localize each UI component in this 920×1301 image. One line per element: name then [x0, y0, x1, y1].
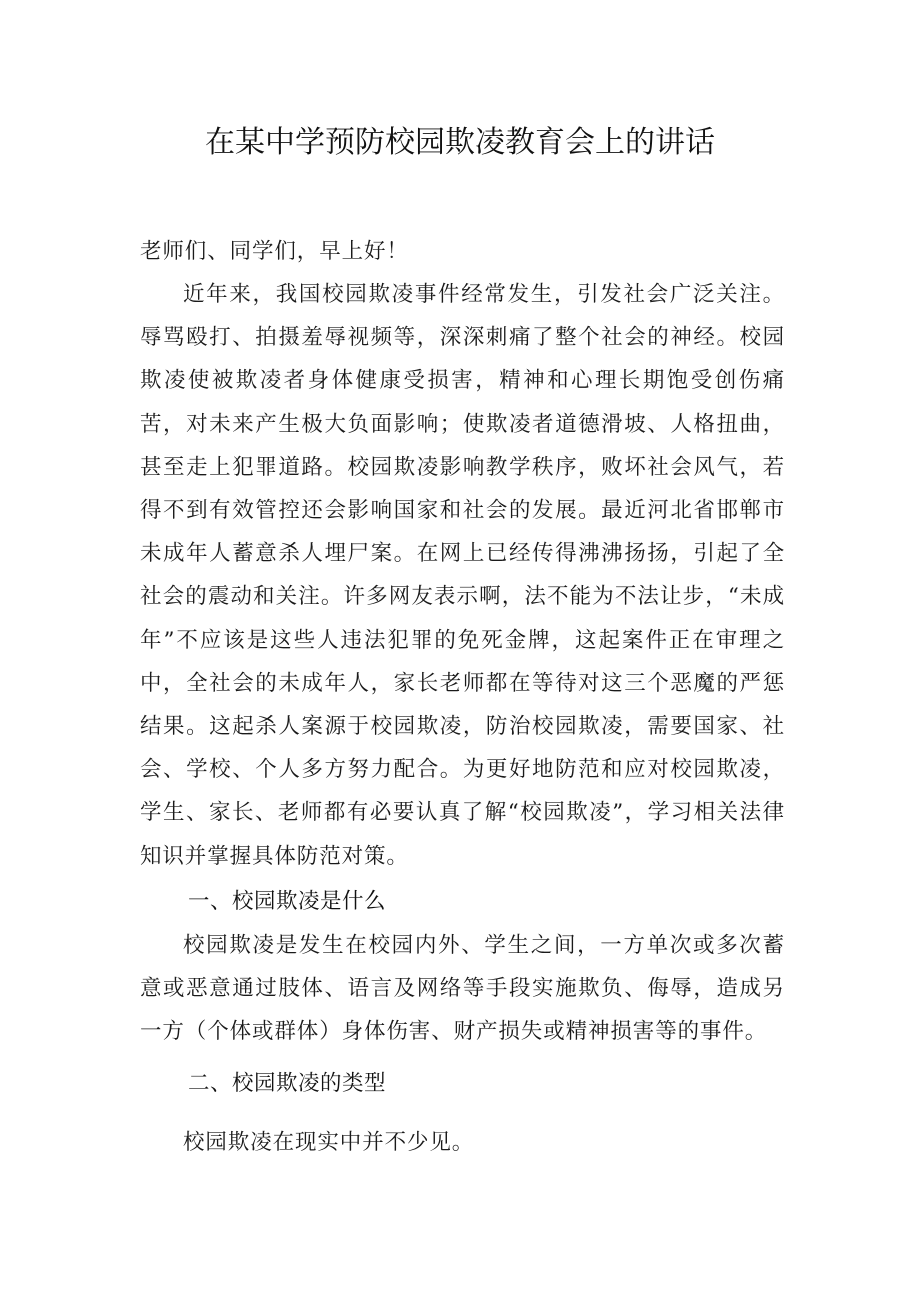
document-title: 在某中学预防校园欺凌教育会上的讲话 [205, 125, 715, 160]
greeting-line: 老师们、同学们，早上好！ [140, 239, 409, 264]
intro-paragraph: 近年来，我国校园欺凌事件经常发生，引发社会广泛关注。辱骂殴打、拍摄羞辱视频等，深深刺痛了整个社会的神经。校园欺凌使被欺凌者身体健康受损害，精神和心理长期饱受创伤痛苦，对未来产生极大负面影响；使欺凌者道德滑坡、人格扭曲，甚至走上犯罪道路。校园欺凌影响教学秩序，败坏社会风气，若得不到有效管控还会影响国家和社会的发展。最近河北省邯郸市未成年人蓄意杀人埋尸案。在网上已经传得沸沸扬扬，引起了全社会的震动和关注。许多网友表示啊，法不能为不法让步，“未成年”不应该是这些人违法犯罪的免死金牌，这起案件正在审理之中，全社会的未成年人，家长老师都在等待对这三个恶魔的严惩结果。这起杀人案源于校园欺凌，防治校园欺凌，需要国家、社会、学校、个人多方努力配合。为更好地防范和应对校园欺凌，学生、家长、老师都有必要认真了解“校园欺凌”，学习相关法律知识并掌握具体防范对策。 [140, 282, 785, 869]
section-heading-what-is-bullying: 一、校园欺凌是什么 [188, 889, 387, 914]
definition-paragraph: 校园欺凌是发生在校园内外、学生之间，一方单次或多次蓄意或恶意通过肢体、语言及网络等手段实施欺负、侮辱，造成另一方（个体或群体）身体伤害、财产损失或精神损害等的事件。 [140, 933, 785, 1045]
section-heading-bullying-types: 二、校园欺凌的类型 [188, 1071, 387, 1096]
types-paragraph: 校园欺凌在现实中并不少见。 [183, 1130, 475, 1155]
